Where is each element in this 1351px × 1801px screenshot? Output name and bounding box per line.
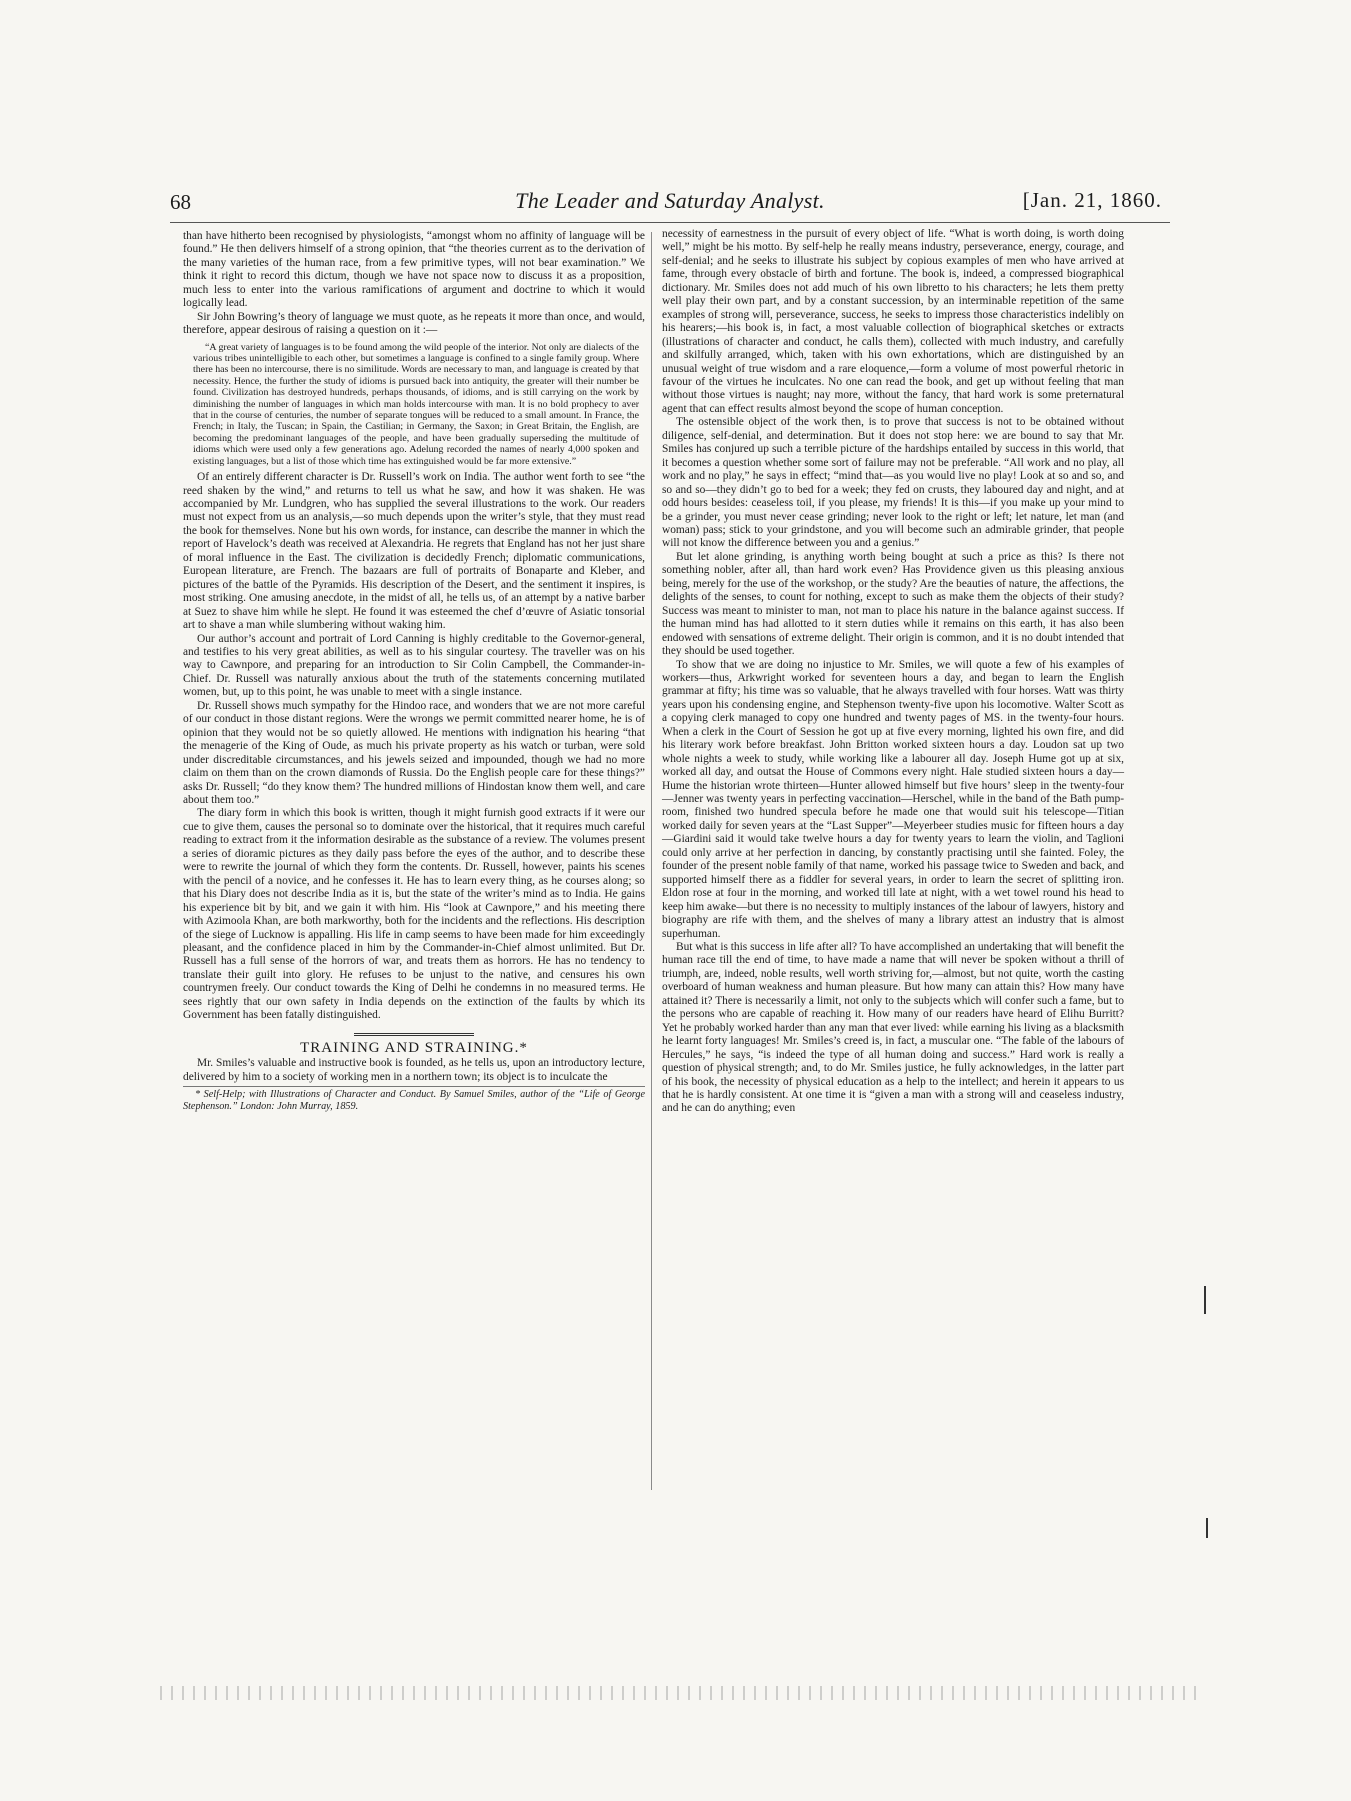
left-paragraph-3: Of an entirely different character is Dr. Russell’s work on India. The author went forth to see “the reed shaken by the wind,” and returns to tell us what he saw, and how it was shaken. He was accompanied by Mr. Lundgren, who has supplied the several illustrations to the work. Our readers must not expect from us an analysis,—so much depends upon the writer’s style, that they must read the book for themselves. None but his own words, for instance, can describe the manner in which the report of Havelock’s death was received at Alexandria. He regrets that England has not her just share of moral influence in the East. The civilization is decidedly French; diplomatic communications, European literature, are French. The bazaars are full of portraits of Bonaparte and Kleber, and pictures of the battle of the Pyramids. His description of the Desert, and the sentiment it inspires, is most striking. One amusing anecdote, in the midst of all, he tells us, of an attempt by a native barber at Suez to shave him while he slept. He found it was esteemed the chef d’œuvre of Asiatic tonsorial art to shave a man while slumbering without waking him.: [183, 471, 645, 632]
publication-title: The Leader and Saturday Analyst.: [515, 188, 825, 213]
bowring-quote: “A great variety of languages is to be found among the wild people of the interior. Not only are dialects of the various tribes unintelligible to each other, but sometimes a language is confined to a single family group. Where there has been no intercourse, there is no similitude. Words are necessary to man, and language is created by that necessity. Hence, the further the study of idioms is pursued back into antiquity, the greater will their number be found. Civilization has destroyed hundreds, perhaps thousands, of idioms, and is still carrying on the work by diminishing the number of languages in which man holds intercourse with man. It is no bold prophecy to aver that in the course of centuries, the number of separate tongues will be reduced to a small amount. In France, the French; in Italy, the Tuscan; in Spain, the Castilian; in Germany, the Saxon; in Great Britain, the English, are becoming the predominant languages of the people, and have been gradually superseding the multitude of idioms which were used only a few generations ago. Adelung recorded the names of nearly 4,000 spoken and existing languages, but a list of those which time has extinguished would be far more extensive.”: [193, 341, 639, 467]
left-paragraph-5: Dr. Russell shows much sympathy for the Hindoo race, and wonders that we are not more careful of our conduct in those distant regions. Were the wrongs we permit committed nearer home, he is of opinion that they would not be so quietly allowed. He mentions with indignation his hearing “that the menagerie of the King of Oude, as much his private property as his watch or turban, were sold under discreditable circumstances, and his jewels seized and impounded, though we had no more claim on them than on the crown diamonds of Russia. Do the English people care for these things?” asks Dr. Russell; “do they know them? The hundred millions of Hindostan know them well, and care about them too.”: [183, 699, 645, 806]
left-paragraph-1: than have hitherto been recognised by physiologists, “amongst whom no affinity of language will be found.” He then delivers himself of a strong opinion, that “the theories current as to the derivation of the many varieties of the human race, from a few primitive types, will not bear examination.” We think it right to record this dictum, though we have not space now to discuss it as a proposition, much less to enter into the various ramifications of argument and doctrine to which it would logically lead.: [183, 230, 645, 310]
left-column: [183, 230, 645, 1113]
left-paragraph-2: Sir John Bowring’s theory of language we must quote, as he repeats it more than once, and would, therefore, appear desirous of raising a question on it :—: [183, 310, 645, 337]
right-paragraph-3: But let alone grinding, is anything worth being bought at such a price as this? Is there not something nobler, after all, than hard work even? Has Providence given us this pleasing anxious being, merely for the use of the workshop, or the study? Are the beauties of nature, the affections, the delights of the senses, to count for nothing, except to such as make them the objects of their study? Success was meant to minister to man, not man to place his nature in the balance against success. If the human mind has had allotted to it stern duties while it remains on this earth, it has also been endowed with sensations of extreme delight. Their origin is common, and it is no doubt intended that they should be used together.: [662, 550, 1124, 658]
issue-date: [Jan. 21, 1860.: [1022, 188, 1162, 212]
left-paragraph-4: Our author’s account and portrait of Lord Canning is highly creditable to the Governor-general, and testifies to his very great abilities, as well as to his singular courtesy. The traveller was on his way to Cawnpore, and preparing for an introduction to Sir Colin Campbell, the Commander-in-Chief. Dr. Russell was naturally anxious about the truth of the statements concerning mutilated women, but, up to this point, he was unable to meet with a single instance.: [183, 632, 645, 699]
section-rule: [354, 1033, 474, 1036]
page-header: [170, 186, 1170, 223]
right-paragraph-4: To show that we are doing no injustice to Mr. Smiles, we will quote a few of his examples of workers—thus, Arkwright worked for seventeen hours a day, and began to learn the English grammar at fifty; his time was so valuable, that he always travelled with four horses. Watt was thirty years upon his condensing engine, and Stephenson twenty-five upon his locomotive. Walter Scott as a copying clerk managed to copy one hundred and twenty pages of MS. in the twenty-four hours. When a clerk in the Court of Session he got up at five every morning, lighted his own fire, and did his literary work before breakfast. John Britton worked sixteen hours a day. Loudon sat up two whole nights a week to study, while working like a labourer all day. Joseph Hume got up at six, worked all day, and outsat the House of Commons every night. Hale studied sixteen hours a day—Hume the historian wrote thirteen—Hunter allowed himself but five hours’ sleep in the twenty-four—Jenner was twenty years in perfecting vaccination—Herschel, while in the band of the Bath pump-room, finished two hundred specula before he made one that would suit his telescope—Titian worked daily for seven years at the “Last Supper”—Meyerbeer studies music for fifteen hours a day—Giardini said it would take twelve hours a day for twenty years to learn the violin, and Taglioni could only arrive at her perfection in dancing, by constantly practising until she fainted. Foley, the founder of the present noble family of that name, worked his passage twice to Sweden and back, and supported himself there as a fiddler for several years, in order to learn the secret of splitting iron. Eldon rose at four in the morning, and worked till late at night, with a wet towel round his head to keep him awake—but there is no necessity to multiply instances of the labour of lawyers, history and biography are rife with them, and the shelves of many a library attest an industry that is almost superhuman.: [662, 658, 1124, 940]
right-column: [662, 228, 1124, 1116]
print-artifact: [160, 1686, 1200, 1700]
right-paragraph-2: The ostensible object of the work then, is to prove that success is not to be obtained without diligence, self-denial, and determination. But it does not stop here: we are bound to say that Mr. Smiles has conjured up such a terrible picture of the hardships entailed by success in this world, that it becomes a question whether some sort of failure may not be preferable. “All work and no play, all work and no play,” he says in effect; “mind that—as you would live no play! Look at so and so, and so and so—they didn’t go to bed for a week; they fed on crusts, they laboured day and night, and at odd hours besides: ceaseless toil, if you please, my friends! It is this—if you make up your mind to be a grinder, you must never cease grinding; never look to the right or left; let nature, let man (and woman) pass; stick to your grindstone, and you will become such an admirable grinder, that people will not know the difference between you and a genius.”: [662, 416, 1124, 550]
right-paragraph-1: necessity of earnestness in the pursuit of every object of life. “What is worth doing, is worth doing well,” might be his motto. By self-help he really means industry, perseverance, energy, courage, and self-denial; and he seeks to illustrate his subject by copious examples of men who have arrived at fame, through every obstacle of birth and fortune. The book is, indeed, a compressed biographical dictionary. Mr. Smiles does not add much of his own libretto to his characters; he lets them pretty well play their own part, and by a constant succession, by an interminable repetition of the same examples of strong will, perseverance, success, he seeks to impress those characteristics indelibly on his hearers;—his book is, in fact, a most valuable collection of biographical sketches or extracts (illustrations of character and conduct, he calls them), collected with much industry, and carefully and skilfully arranged, which, taken with his own exhortations, which are distinguished by an unusual weight of true wisdom and a rare eloquence,—form a volume of most powerful rhetoric in favour of the virtues he inculcates. No one can read the book, and get up without feeling that man without those virtues is naught; nay more, without the fancy, that hard work is some preternatural agent that can effect results almost beyond the scope of human conception.: [662, 228, 1124, 415]
page-number: 68: [170, 190, 191, 214]
section-heading: TRAINING AND STRAINING.*: [300, 1039, 528, 1056]
footnote: * Self-Help; with Illustrations of Character and Conduct. By Samuel Smiles, author of the “Life of George Stephenson.” London: John Murray, 1859.: [183, 1086, 645, 1113]
left-paragraph-6: The diary form in which this book is written, though it might furnish good extracts if it were our cue to give them, causes the personal so to dominate over the historical, that it requires much careful reading to extract from it the information desirable as the substance of a review. The volumes present a series of dioramic pictures as they daily pass before the eyes of the author, and to describe these were to rewrite the journal of which they form the contents. Dr. Russell, however, paints his scenes with the pencil of a novice, and he confesses it. He has to learn every thing, as he courses along; so that his Diary does not describe India as it is, but the state of the writer’s mind as to India. He gains his experience bit by bit, and we gain it with him. His “look at Cawnpore,” and his meeting there with Azimoola Khan, are both markworthy, both for the incidents and the reflections. His description of the siege of Lucknow is appalling. His life in camp seems to have been made for him exceedingly pleasant, and the confidence placed in him by the Commander-in-Chief almost unlimited. But Dr. Russell has a full sense of the horrors of war, and treats them as horrors. He has no tendency to translate their guilt into glory. He refuses to be unjust to the native, and censures his own countrymen freely. Our conduct towards the King of Delhi he condemns in no measured terms. He sees rightly that our own safety in India depends on the extinction of the faults by which its Government has been fatally distinguished.: [183, 807, 645, 1022]
column-divider: [651, 232, 652, 1490]
margin-mark: [1206, 1518, 1208, 1538]
margin-mark: [1204, 1286, 1206, 1314]
right-paragraph-5: But what is this success in life after all? To have accomplished an undertaking that will benefit the human race till the end of time, to have made a name that will never be spoken without a thrill of triumph, are, indeed, noble results, well worth striving for,—almost, but not quite, worth the casting overboard of human weakness and human pleasure. But how many can attain this? How many have attained it? There is necessarily a limit, not only to the subjects which will confer such a fame, but to the persons who are capable of reaching it. How many of our readers have heard of Elihu Burritt? Yet he probably worked harder than any man that ever lived: while earning his living as a blacksmith he learnt forty languages! Mr. Smiles’s creed is, in fact, a muscular one. “The fable of the labours of Hercules,” he says, “is indeed the type of all human doing and success.” Hard work is really a question of physical strength; and, to do Mr. Smiles justice, he fully acknowledges, in the latter part of his book, the necessity of physical education as a help to the intellect; and herein it appears to us that he is hardly consistent. At one time it is “given a man with a strong will and ceaseless industry, and he can do anything; even: [662, 941, 1124, 1115]
left-paragraph-7: Mr. Smiles’s valuable and instructive book is founded, as he tells us, upon an introductory lecture, delivered by him to a society of working men in a northern town; its object is to inculcate the: [183, 1057, 645, 1083]
